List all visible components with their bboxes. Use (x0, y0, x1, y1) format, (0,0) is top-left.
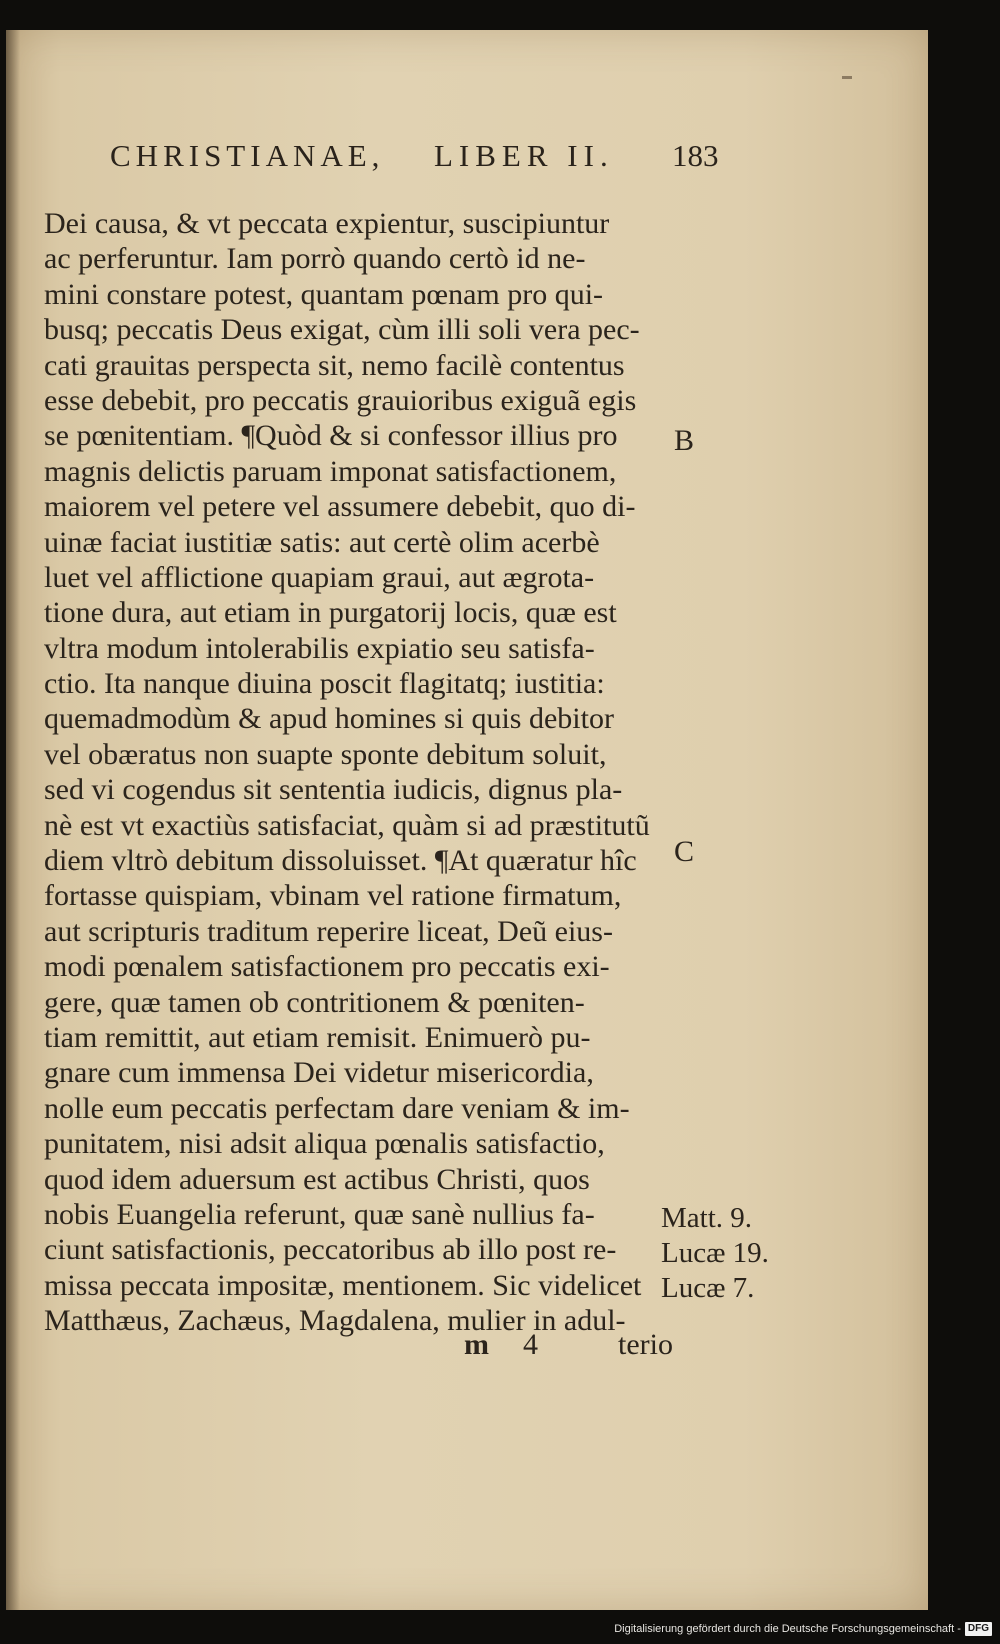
catchword: terio (618, 1328, 673, 1361)
text-line: esse debebit, pro peccatis grauioribus exiguã egis (44, 383, 637, 417)
text-line: magnis delictis paruam imponat satisfactionem, (44, 454, 617, 488)
text-line: luet vel afflictione quapiam graui, aut ægrota- (44, 560, 595, 594)
text-line: vel obæratus non suapte sponte debitum soluit, (44, 737, 607, 771)
text-line: quemadmodùm & apud homines si quis debitor (44, 702, 614, 736)
text-line: tione dura, aut etiam in purgatorij locis, quæ est (44, 596, 617, 630)
text-line: nobis Euangelia referunt, quæ sanè nullius fa- (44, 1197, 595, 1231)
text-line: sed vi cogendus sit sententia iudicis, dignus pla- (44, 773, 623, 807)
dfg-logo: DFG (965, 1622, 992, 1636)
text-line: gere, quæ tamen ob contritionem & pœniten- (44, 985, 585, 1019)
margin-reference-luke-19: Lucæ 19. (661, 1237, 769, 1269)
page-number: 183 (672, 138, 719, 173)
text-line: busq; peccatis Deus exigat, cùm illi soli vera pec- (44, 313, 640, 347)
text-line: nè est vt exactiùs satisfaciat, quàm si ad præstitutũ (44, 808, 650, 842)
margin-reference-matt: Matt. 9. (661, 1202, 753, 1234)
text-line: ctio. Ita nanque diuina poscit flagitatq; iustitia: (44, 667, 605, 701)
text-line: nolle eum peccatis perfectam dare veniam & im- (44, 1091, 630, 1125)
text-line: uinæ faciat iustitiæ satis: aut certè olim acerbè (44, 525, 600, 559)
header-title-middle: LIBER II. (434, 138, 614, 173)
text-line: modi pœnalem satisfactionem pro peccatis exi- (44, 950, 610, 984)
text-line: cati grauitas perspecta sit, nemo facilè contentus (44, 348, 625, 382)
body-text (44, 206, 684, 1339)
text-line: aut scripturis traditum reperire liceat, Deũ eius- (44, 914, 613, 948)
header-title-left: CHRISTIANAE, (110, 138, 385, 173)
signature-number: 4 (523, 1328, 538, 1361)
text-line: diem vltrò debitum dissoluisset. ¶At quæratur hîc (44, 844, 637, 878)
digitization-credit (614, 1620, 992, 1638)
margin-reference-luke-7: Lucæ 7. (661, 1272, 755, 1304)
text-line: fortasse quispiam, vbinam vel ratione firmatum, (44, 879, 622, 913)
signature-mark: m (464, 1328, 489, 1361)
text-line: se pœnitentiam. ¶Quòd & si confessor illius pro (44, 419, 618, 453)
text-line: punitatem, nisi adsit aliqua pœnalis satisfactio, (44, 1127, 605, 1161)
text-line: gnare cum immensa Dei videtur misericordia, (44, 1056, 594, 1090)
margin-letter-b: B (674, 424, 695, 457)
page-mark (842, 76, 852, 79)
text-line: maiorem vel petere vel assumere debebit, quo di- (44, 490, 636, 524)
text-line: missa peccata impositæ, mentionem. Sic videlicet (44, 1268, 642, 1302)
text-line: mini constare potest, quantam pœnam pro qui- (44, 277, 604, 311)
text-line: vltra modum intolerabilis expiatio seu satisfa- (44, 631, 595, 665)
text-line: tiam remittit, aut etiam remisit. Enimuerò pu- (44, 1020, 591, 1054)
margin-letter-c: C (674, 835, 695, 868)
credit-text: Digitalisierung gefördert durch die Deutsche Forschungsgemeinschaft - (614, 1623, 961, 1635)
running-header (110, 138, 750, 188)
text-line: quod idem aduersum est actibus Christi, quos (44, 1162, 590, 1196)
text-line: ac perferuntur. Iam porrò quando certò id ne- (44, 242, 586, 276)
text-line: Matthæus, Zachæus, Magdalena, mulier in adul- (44, 1304, 626, 1338)
page-gutter-shadow (6, 30, 20, 1610)
text-line: Dei causa, & vt peccata expientur, suscipiuntur (44, 207, 610, 240)
book-page (6, 30, 928, 1610)
text-line: ciunt satisfactionis, peccatoribus ab illo post re- (44, 1233, 617, 1267)
